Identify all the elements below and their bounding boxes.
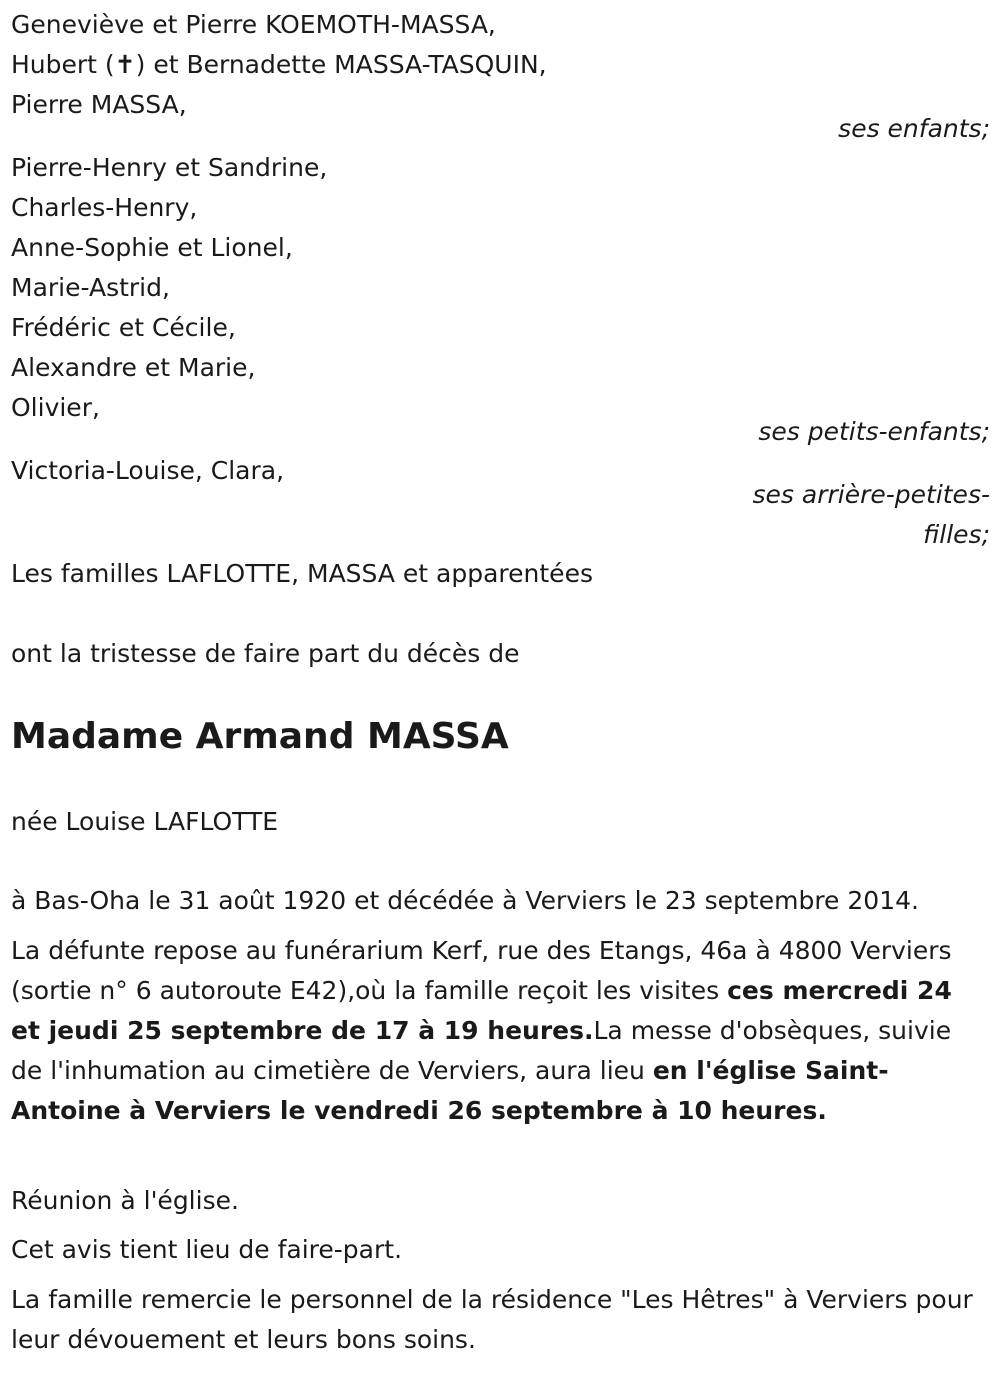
grandchild-line-1: Pierre-Henry et Sandrine,: [11, 153, 328, 182]
grandchild-line-6: Alexandre et Marie,: [11, 353, 256, 382]
great-grandchildren-role-2: filles;: [923, 520, 990, 549]
grandchildren-role: ses petits-enfants;: [758, 417, 990, 446]
thanks-paragraph: La famille remercie le personnel de la résidence "Les Hêtres" à Verviers pour leur dévouement et leurs bons soins.: [11, 1285, 973, 1354]
reunion-line: Réunion à l'église.: [11, 1186, 239, 1215]
great-grandchildren-role-1: ses arrière-petites-: [752, 480, 990, 509]
birth-death-dates: à Bas-Oha le 31 août 1920 et décédée à Verviers le 23 septembre 2014.: [11, 886, 919, 915]
funeral-text-2: La messe d'obsèques, suivie de l'inhumation au cimetière de Verviers, aura lieu: [11, 1016, 952, 1085]
child-line-3: Pierre MASSA,: [11, 90, 187, 119]
funeral-details: [11, 931, 986, 1131]
grandchild-line-2: Charles-Henry,: [11, 193, 198, 222]
funeral-text-1: La défunte repose au funérarium Kerf, rue des Etangs, 46a à 4800 Verviers (sortie n° 6 autoroute E42),où la famille reçoit les visites: [11, 936, 952, 1005]
notice-line: Cet avis tient lieu de faire-part.: [11, 1235, 403, 1264]
deceased-name: Madame Armand MASSA: [11, 716, 509, 757]
visiting-hours: ces mercredi 24 et jeudi 25 septembre de 17 à 19 heures.: [11, 976, 952, 1045]
maiden-name: née Louise LAFLOTTE: [11, 807, 279, 836]
grandchild-line-4: Marie-Astrid,: [11, 273, 170, 302]
grandchild-line-7: Olivier,: [11, 393, 100, 422]
mass-details: en l'église Saint-Antoine à Verviers le vendredi 26 septembre à 10 heures.: [11, 1056, 889, 1125]
great-grandchildren-line: Victoria-Louise, Clara,: [11, 456, 285, 485]
families-line: Les familles LAFLOTTE, MASSA et apparentées: [11, 559, 593, 588]
children-role: ses enfants;: [838, 114, 990, 143]
announcement-line: ont la tristesse de faire part du décès de: [11, 639, 520, 668]
child-line-1: Geneviève et Pierre KOEMOTH-MASSA,: [11, 10, 496, 39]
grandchild-line-3: Anne-Sophie et Lionel,: [11, 233, 293, 262]
grandchild-line-5: Frédéric et Cécile,: [11, 313, 236, 342]
child-line-2: Hubert (✝) et Bernadette MASSA-TASQUIN,: [11, 50, 547, 79]
